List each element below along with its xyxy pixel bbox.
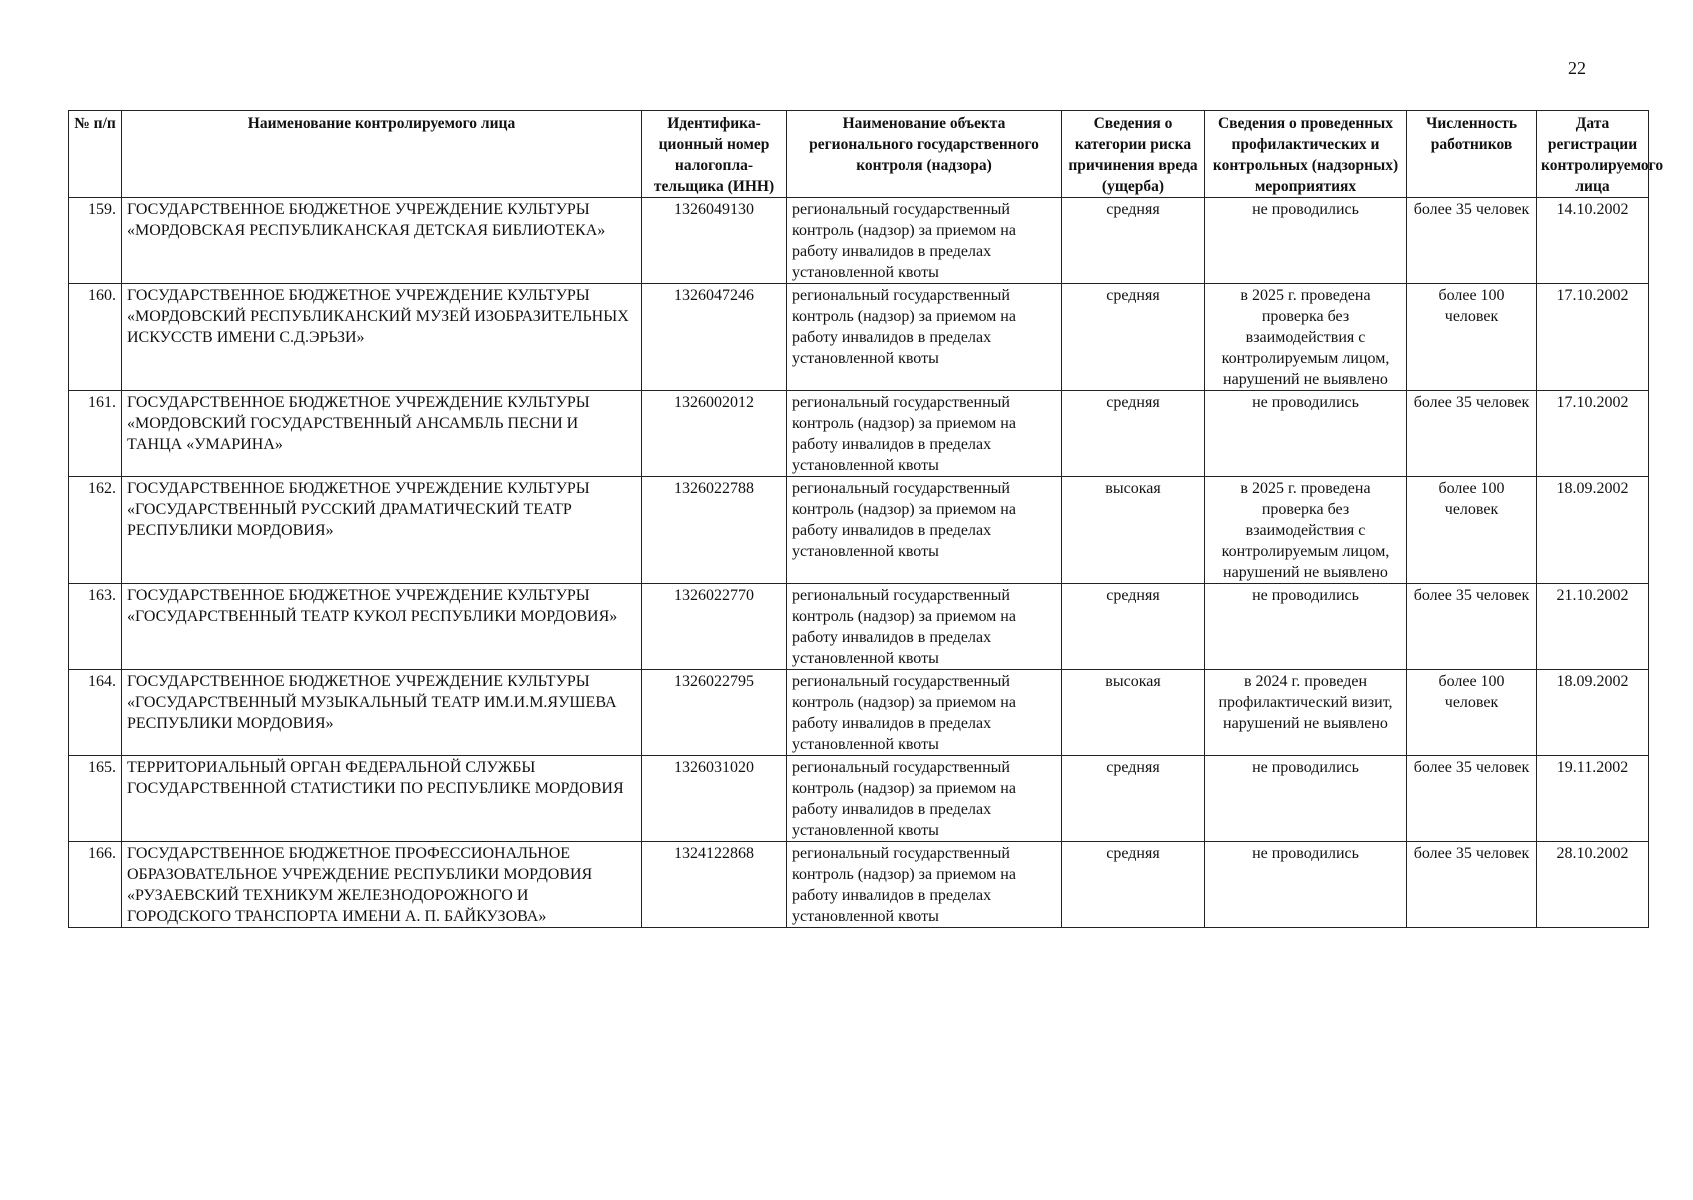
row-date: 19.11.2002 xyxy=(1537,756,1649,842)
row-staff: более 35 человек xyxy=(1407,842,1537,928)
row-date: 17.10.2002 xyxy=(1537,284,1649,391)
header-name: Наименование контролируемого лица xyxy=(122,111,642,198)
row-events: не проводились xyxy=(1205,391,1407,477)
row-risk: средняя xyxy=(1062,584,1205,670)
row-object: региональный государственный контроль (надзор) за приемом на работу инвалидов в пределах установленной квоты xyxy=(787,842,1062,928)
page-number: 22 xyxy=(1568,58,1586,78)
row-risk: средняя xyxy=(1062,756,1205,842)
table-header-row xyxy=(69,111,1649,198)
row-inn: 1324122868 xyxy=(642,842,787,928)
row-events: в 2025 г. проведена проверка без взаимодействия с контролируемым лицом, нарушений не выявлено xyxy=(1205,477,1407,584)
header-object: Наименование объекта регионального государственного контроля (надзора) xyxy=(787,111,1062,198)
header-events: Сведения о проведенных профилактических и контрольных (надзорных) мероприятиях xyxy=(1205,111,1407,198)
row-risk: средняя xyxy=(1062,391,1205,477)
row-object: региональный государственный контроль (надзор) за приемом на работу инвалидов в пределах установленной квоты xyxy=(787,477,1062,584)
row-object: региональный государственный контроль (надзор) за приемом на работу инвалидов в пределах установленной квоты xyxy=(787,391,1062,477)
row-object: региональный государственный контроль (надзор) за приемом на работу инвалидов в пределах установленной квоты xyxy=(787,284,1062,391)
row-name: ГОСУДАРСТВЕННОЕ БЮДЖЕТНОЕ УЧРЕЖДЕНИЕ КУЛЬТУРЫ «МОРДОВСКАЯ РЕСПУБЛИКАНСКАЯ ДЕТСКАЯ БИБЛИОТЕКА» xyxy=(122,198,642,284)
table-row xyxy=(69,391,1649,477)
table-row xyxy=(69,198,1649,284)
row-risk: высокая xyxy=(1062,477,1205,584)
row-staff: более 100 человек xyxy=(1407,477,1537,584)
row-name: ГОСУДАРСТВЕННОЕ БЮДЖЕТНОЕ УЧРЕЖДЕНИЕ КУЛЬТУРЫ «ГОСУДАРСТВЕННЫЙ РУССКИЙ ДРАМАТИЧЕСКИЙ ТЕАТР РЕСПУБЛИКИ МОРДОВИЯ» xyxy=(122,477,642,584)
row-number: 162. xyxy=(69,477,122,584)
header-inn: Идентифика-ционный номер налогопла-тельщика (ИНН) xyxy=(642,111,787,198)
row-events: не проводились xyxy=(1205,584,1407,670)
row-number: 159. xyxy=(69,198,122,284)
row-inn: 1326022770 xyxy=(642,584,787,670)
row-object: региональный государственный контроль (надзор) за приемом на работу инвалидов в пределах установленной квоты xyxy=(787,756,1062,842)
row-object: региональный государственный контроль (надзор) за приемом на работу инвалидов в пределах установленной квоты xyxy=(787,198,1062,284)
row-events: не проводились xyxy=(1205,198,1407,284)
row-number: 164. xyxy=(69,670,122,756)
row-name: ГОСУДАРСТВЕННОЕ БЮДЖЕТНОЕ УЧРЕЖДЕНИЕ КУЛЬТУРЫ «ГОСУДАРСТВЕННЫЙ ТЕАТР КУКОЛ РЕСПУБЛИКИ МОРДОВИЯ» xyxy=(122,584,642,670)
row-events: не проводились xyxy=(1205,756,1407,842)
row-object: региональный государственный контроль (надзор) за приемом на работу инвалидов в пределах установленной квоты xyxy=(787,584,1062,670)
row-staff: более 35 человек xyxy=(1407,756,1537,842)
row-name: ТЕРРИТОРИАЛЬНЫЙ ОРГАН ФЕДЕРАЛЬНОЙ СЛУЖБЫ ГОСУДАРСТВЕННОЙ СТАТИСТИКИ ПО РЕСПУБЛИКЕ МОРДОВИЯ xyxy=(122,756,642,842)
row-number: 163. xyxy=(69,584,122,670)
row-inn: 1326031020 xyxy=(642,756,787,842)
row-staff: более 35 человек xyxy=(1407,584,1537,670)
header-date: Дата регистрации контролируемого лица xyxy=(1537,111,1649,198)
row-name: ГОСУДАРСТВЕННОЕ БЮДЖЕТНОЕ УЧРЕЖДЕНИЕ КУЛЬТУРЫ «МОРДОВСКИЙ РЕСПУБЛИКАНСКИЙ МУЗЕЙ ИЗОБРАЗИТЕЛЬНЫХ ИСКУССТВ ИМЕНИ С.Д.ЭРЬЗИ» xyxy=(122,284,642,391)
row-number: 165. xyxy=(69,756,122,842)
row-staff: более 100 человек xyxy=(1407,284,1537,391)
row-number: 161. xyxy=(69,391,122,477)
row-name: ГОСУДАРСТВЕННОЕ БЮДЖЕТНОЕ ПРОФЕССИОНАЛЬНОЕ ОБРАЗОВАТЕЛЬНОЕ УЧРЕЖДЕНИЕ РЕСПУБЛИКИ МОРДОВИЯ «РУЗАЕВСКИЙ ТЕХНИКУМ ЖЕЛЕЗНОДОРОЖНОГО И ГОРОДСКОГО ТРАНСПОРТА ИМЕНИ А. П. БАЙКУЗОВА» xyxy=(122,842,642,928)
row-events: в 2024 г. проведен профилактический визит, нарушений не выявлено xyxy=(1205,670,1407,756)
table-row xyxy=(69,284,1649,391)
row-inn: 1326002012 xyxy=(642,391,787,477)
header-staff: Численность работников xyxy=(1407,111,1537,198)
row-risk: средняя xyxy=(1062,198,1205,284)
row-object: региональный государственный контроль (надзор) за приемом на работу инвалидов в пределах установленной квоты xyxy=(787,670,1062,756)
row-events: в 2025 г. проведена проверка без взаимодействия с контролируемым лицом, нарушений не выявлено xyxy=(1205,284,1407,391)
table-row xyxy=(69,670,1649,756)
row-staff: более 100 человек xyxy=(1407,670,1537,756)
row-staff: более 35 человек xyxy=(1407,391,1537,477)
row-date: 21.10.2002 xyxy=(1537,584,1649,670)
row-inn: 1326022795 xyxy=(642,670,787,756)
row-name: ГОСУДАРСТВЕННОЕ БЮДЖЕТНОЕ УЧРЕЖДЕНИЕ КУЛЬТУРЫ «МОРДОВСКИЙ ГОСУДАРСТВЕННЫЙ АНСАМБЛЬ ПЕСНИ И ТАНЦА «УМАРИНА» xyxy=(122,391,642,477)
row-number: 160. xyxy=(69,284,122,391)
table-row xyxy=(69,584,1649,670)
row-number: 166. xyxy=(69,842,122,928)
row-name: ГОСУДАРСТВЕННОЕ БЮДЖЕТНОЕ УЧРЕЖДЕНИЕ КУЛЬТУРЫ «ГОСУДАРСТВЕННЫЙ МУЗЫКАЛЬНЫЙ ТЕАТР ИМ.И.М.ЯУШЕВА РЕСПУБЛИКИ МОРДОВИЯ» xyxy=(122,670,642,756)
row-staff: более 35 человек xyxy=(1407,198,1537,284)
row-date: 17.10.2002 xyxy=(1537,391,1649,477)
row-date: 18.09.2002 xyxy=(1537,670,1649,756)
table-row xyxy=(69,842,1649,928)
header-risk: Сведения о категории риска причинения вреда (ущерба) xyxy=(1062,111,1205,198)
registry-table xyxy=(68,110,1664,928)
row-date: 14.10.2002 xyxy=(1537,198,1649,284)
header-num: № п/п xyxy=(69,111,122,198)
row-risk: средняя xyxy=(1062,842,1205,928)
row-inn: 1326047246 xyxy=(642,284,787,391)
row-inn: 1326049130 xyxy=(642,198,787,284)
row-inn: 1326022788 xyxy=(642,477,787,584)
row-risk: средняя xyxy=(1062,284,1205,391)
row-risk: высокая xyxy=(1062,670,1205,756)
row-date: 28.10.2002 xyxy=(1537,842,1649,928)
row-events: не проводились xyxy=(1205,842,1407,928)
table-row xyxy=(69,756,1649,842)
table-row xyxy=(69,477,1649,584)
row-date: 18.09.2002 xyxy=(1537,477,1649,584)
